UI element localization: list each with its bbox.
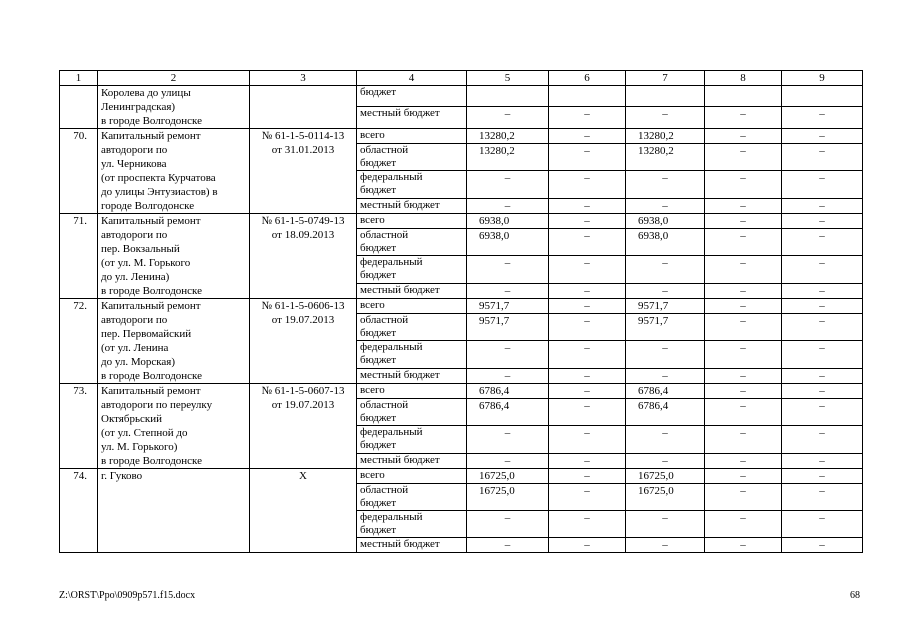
value-col-5: 9571,7 — [467, 314, 549, 341]
col-header: 3 — [250, 71, 357, 86]
value-col-5: 6938,0 — [467, 229, 549, 256]
item-number — [60, 86, 98, 129]
funding-source — [357, 86, 467, 107]
value-col-7: – — [626, 341, 705, 368]
funding-source-line: бюджет — [360, 327, 396, 340]
funding-source-line: бюджет — [360, 439, 396, 452]
object-name-line: пер. Вокзальный — [101, 243, 180, 255]
expertise-document — [250, 469, 357, 553]
object-name-line: до ул. Морская) — [101, 356, 176, 368]
col-header: 2 — [98, 71, 250, 86]
object-name-line: ул. Черникова — [101, 158, 167, 170]
value-col-7: 6938,0 — [626, 229, 705, 256]
value-col-9: – — [782, 229, 863, 256]
value-col-7: 6938,0 — [626, 214, 705, 229]
col-header: 6 — [549, 71, 626, 86]
value-col-8: – — [705, 341, 782, 368]
value-col-8: – — [705, 484, 782, 511]
value-col-6: – — [549, 214, 626, 229]
value-col-8: – — [705, 283, 782, 298]
value-col-9: – — [782, 399, 863, 426]
object-name-line: автодороги по переулку — [101, 399, 213, 411]
value-col-8: – — [705, 214, 782, 229]
funding-source-line: бюджет — [360, 354, 396, 367]
value-col-8: – — [705, 399, 782, 426]
funding-source — [357, 229, 467, 256]
object-name — [98, 469, 250, 553]
value-col-6: – — [549, 144, 626, 171]
value-col-5: – — [467, 256, 549, 283]
value-col-7: 6786,4 — [626, 384, 705, 399]
value-col-9: – — [782, 511, 863, 538]
object-name — [98, 214, 250, 299]
value-col-5: 16725,0 — [467, 484, 549, 511]
value-col-8: – — [705, 229, 782, 256]
expertise-document — [250, 299, 357, 384]
table-row — [60, 129, 863, 144]
value-col-8: – — [705, 129, 782, 144]
value-col-7 — [626, 86, 705, 107]
value-col-8: – — [705, 198, 782, 213]
funding-source-line: бюджет — [360, 412, 396, 425]
file-path: Z:\ORST\Ppo\0909p571.f15.docx — [59, 590, 196, 601]
funding-source — [357, 299, 467, 314]
document-line: от 31.01.2013 — [271, 144, 335, 156]
value-col-7: 9571,7 — [626, 299, 705, 314]
value-col-6: – — [549, 511, 626, 538]
document-line: № 61-1-5-0607-13 — [261, 385, 345, 397]
object-name-line: в городе Волгодонске — [101, 285, 203, 297]
value-col-5: – — [467, 511, 549, 538]
funding-source — [357, 171, 467, 198]
value-col-9: – — [782, 283, 863, 298]
value-col-9: – — [782, 453, 863, 468]
item-number: 72. — [60, 299, 98, 384]
value-col-6 — [549, 86, 626, 107]
value-col-6: – — [549, 426, 626, 453]
object-name-line: (от ул. Ленина — [101, 342, 169, 354]
table-row — [60, 469, 863, 484]
funding-source-line: всего — [360, 214, 385, 226]
value-col-8: – — [705, 171, 782, 198]
value-col-5: – — [467, 453, 549, 468]
document-line: X — [299, 470, 307, 482]
value-col-7: 13280,2 — [626, 144, 705, 171]
value-col-9: – — [782, 129, 863, 144]
value-col-5: – — [467, 171, 549, 198]
object-name-line: до улицы Энтузиастов) в — [101, 186, 218, 198]
value-col-5: – — [467, 341, 549, 368]
column-number-row — [60, 71, 863, 86]
funding-source-line: местный бюджет — [360, 106, 440, 119]
funding-source-line: бюджет — [360, 157, 396, 170]
funding-source-line: местный бюджет — [360, 198, 440, 211]
col-header: 9 — [782, 71, 863, 86]
funding-source — [357, 453, 467, 468]
funding-source — [357, 129, 467, 144]
funding-source-line: местный бюджет — [360, 368, 440, 381]
value-col-8 — [705, 86, 782, 107]
object-name — [98, 384, 250, 469]
value-col-5: 16725,0 — [467, 469, 549, 484]
value-col-6: – — [549, 538, 626, 553]
funding-source — [357, 314, 467, 341]
value-col-8: – — [705, 384, 782, 399]
funding-source — [357, 368, 467, 383]
value-col-6: – — [549, 229, 626, 256]
value-col-7: – — [626, 256, 705, 283]
value-col-7: – — [626, 171, 705, 198]
value-col-9: – — [782, 368, 863, 383]
object-name-line: г. Гуково — [101, 470, 143, 482]
funding-source-line: всего — [360, 129, 385, 141]
funding-source-line: бюджет — [360, 269, 396, 282]
value-col-8: – — [705, 469, 782, 484]
funding-source — [357, 384, 467, 399]
expertise-document — [250, 86, 357, 129]
funding-source — [357, 256, 467, 283]
funding-source — [357, 538, 467, 553]
col-header: 7 — [626, 71, 705, 86]
page-number: 68 — [850, 590, 860, 601]
value-col-7: – — [626, 453, 705, 468]
funding-source — [357, 484, 467, 511]
object-name — [98, 129, 250, 214]
funding-source-line: областной — [360, 229, 409, 242]
value-col-8: – — [705, 314, 782, 341]
value-col-9: – — [782, 384, 863, 399]
funding-source — [357, 426, 467, 453]
object-name-line: (от проспекта Курчатова — [101, 172, 216, 184]
value-col-9: – — [782, 299, 863, 314]
funding-source — [357, 469, 467, 484]
object-name-line: Октябрьский — [101, 413, 162, 425]
item-number: 73. — [60, 384, 98, 469]
expertise-document — [250, 129, 357, 214]
value-col-7: – — [626, 426, 705, 453]
value-col-5: 9571,7 — [467, 299, 549, 314]
value-col-6: – — [549, 368, 626, 383]
value-col-6: – — [549, 283, 626, 298]
funding-source — [357, 106, 467, 128]
funding-source-line: бюджет — [360, 242, 396, 255]
document-line: № 61-1-5-0606-13 — [261, 300, 345, 312]
value-col-6: – — [549, 453, 626, 468]
object-name-line: Капитальный ремонт — [101, 130, 201, 142]
value-col-9 — [782, 86, 863, 107]
object-name-line: в городе Волгодонске — [101, 455, 203, 467]
value-col-7: – — [626, 538, 705, 553]
value-col-9: – — [782, 256, 863, 283]
value-col-6: – — [549, 341, 626, 368]
value-col-7: – — [626, 106, 705, 128]
value-col-8: – — [705, 144, 782, 171]
document-line: от 18.09.2013 — [271, 229, 335, 241]
value-col-9: – — [782, 538, 863, 553]
col-header: 8 — [705, 71, 782, 86]
value-col-5: – — [467, 283, 549, 298]
object-name-line: до ул. Ленина) — [101, 271, 170, 283]
value-col-6: – — [549, 484, 626, 511]
object-name-line: пер. Первомайский — [101, 328, 192, 340]
object-name-line: автодороги по — [101, 314, 168, 326]
object-name-line: в городе Волгодонске — [101, 115, 203, 127]
value-col-5: – — [467, 106, 549, 128]
value-col-7: – — [626, 283, 705, 298]
value-col-5: 13280,2 — [467, 144, 549, 171]
item-number: 74. — [60, 469, 98, 553]
value-col-6: – — [549, 299, 626, 314]
col-header: 5 — [467, 71, 549, 86]
value-col-7: – — [626, 511, 705, 538]
item-number: 70. — [60, 129, 98, 214]
value-col-9: – — [782, 106, 863, 128]
value-col-9: – — [782, 214, 863, 229]
funding-source-line: местный бюджет — [360, 538, 440, 550]
table-row — [60, 214, 863, 229]
value-col-9: – — [782, 144, 863, 171]
object-name-line: ул. М. Горького) — [101, 441, 178, 453]
value-col-7: 6786,4 — [626, 399, 705, 426]
funding-source-line: всего — [360, 469, 385, 481]
funding-source-line: всего — [360, 384, 385, 396]
value-col-8: – — [705, 299, 782, 314]
value-col-7: – — [626, 368, 705, 383]
funding-source-line: областной — [360, 144, 409, 157]
value-col-8: – — [705, 511, 782, 538]
value-col-9: – — [782, 314, 863, 341]
table-body — [60, 86, 863, 553]
value-col-6: – — [549, 256, 626, 283]
funding-source — [357, 214, 467, 229]
value-col-9: – — [782, 341, 863, 368]
object-name-line: (от ул. Степной до — [101, 427, 188, 439]
object-name-line: Капитальный ремонт — [101, 215, 201, 227]
object-name-line: городе Волгодонске — [101, 200, 195, 212]
value-col-6: – — [549, 469, 626, 484]
funding-source-line: бюджет — [360, 497, 396, 509]
value-col-5: – — [467, 426, 549, 453]
value-col-5: – — [467, 368, 549, 383]
value-col-7: 9571,7 — [626, 314, 705, 341]
value-col-7: – — [626, 198, 705, 213]
funding-source — [357, 283, 467, 298]
expertise-document — [250, 214, 357, 299]
value-col-5: 6938,0 — [467, 214, 549, 229]
funding-source-line: бюджет — [360, 86, 396, 98]
value-col-5: 6786,4 — [467, 399, 549, 426]
funding-source-line: местный бюджет — [360, 453, 440, 466]
value-col-6: – — [549, 399, 626, 426]
value-col-6: – — [549, 384, 626, 399]
value-col-5: – — [467, 198, 549, 213]
document-line: от 19.07.2013 — [271, 314, 335, 326]
value-col-9: – — [782, 171, 863, 198]
value-col-5: – — [467, 538, 549, 553]
document-line: от 19.07.2013 — [271, 399, 335, 411]
value-col-6: – — [549, 314, 626, 341]
value-col-9: – — [782, 198, 863, 213]
value-col-8: – — [705, 256, 782, 283]
value-col-7: 13280,2 — [626, 129, 705, 144]
col-header: 1 — [60, 71, 98, 86]
funding-source-line: областной — [360, 484, 409, 496]
funding-source-line: федеральный — [360, 511, 423, 523]
value-col-5 — [467, 86, 549, 107]
value-col-5: 13280,2 — [467, 129, 549, 144]
value-col-5: 6786,4 — [467, 384, 549, 399]
funding-source-line: всего — [360, 299, 385, 311]
table-row — [60, 384, 863, 399]
funding-source — [357, 198, 467, 213]
funding-source-line: федеральный — [360, 341, 423, 354]
funding-source — [357, 511, 467, 538]
funding-source — [357, 399, 467, 426]
funding-source-line: федеральный — [360, 426, 423, 439]
expertise-document — [250, 384, 357, 469]
value-col-6: – — [549, 129, 626, 144]
value-col-7: 16725,0 — [626, 469, 705, 484]
table-row — [60, 299, 863, 314]
object-name-line: Ленинградская) — [101, 101, 176, 113]
funding-source-line: федеральный — [360, 256, 423, 269]
document-line: № 61-1-5-0114-13 — [261, 130, 345, 142]
value-col-9: – — [782, 426, 863, 453]
funding-source-line: бюджет — [360, 184, 396, 197]
value-col-6: – — [549, 106, 626, 128]
value-col-8: – — [705, 426, 782, 453]
funding-source-line: бюджет — [360, 524, 396, 536]
value-col-8: – — [705, 368, 782, 383]
object-name-line: Королева до улицы — [101, 87, 191, 99]
funding-source — [357, 341, 467, 368]
value-col-9: – — [782, 484, 863, 511]
funding-source — [357, 144, 467, 171]
value-col-6: – — [549, 198, 626, 213]
value-col-8: – — [705, 453, 782, 468]
budget-table — [59, 70, 863, 553]
object-name-line: в городе Волгодонске — [101, 370, 203, 382]
col-header: 4 — [357, 71, 467, 86]
funding-source-line: областной — [360, 399, 409, 412]
object-name — [98, 299, 250, 384]
value-col-9: – — [782, 469, 863, 484]
funding-source-line: местный бюджет — [360, 283, 440, 296]
value-col-6: – — [549, 171, 626, 198]
value-col-8: – — [705, 106, 782, 128]
table-row — [60, 86, 863, 107]
object-name-line: (от ул. М. Горького — [101, 257, 191, 269]
value-col-7: 16725,0 — [626, 484, 705, 511]
object-name-line: Капитальный ремонт — [101, 385, 201, 397]
object-name-line: автодороги по — [101, 144, 168, 156]
funding-source-line: федеральный — [360, 171, 423, 184]
funding-source-line: областной — [360, 314, 409, 327]
item-number: 71. — [60, 214, 98, 299]
document-line: № 61-1-5-0749-13 — [261, 215, 345, 227]
object-name — [98, 86, 250, 129]
value-col-8: – — [705, 538, 782, 553]
object-name-line: Капитальный ремонт — [101, 300, 201, 312]
object-name-line: автодороги по — [101, 229, 168, 241]
